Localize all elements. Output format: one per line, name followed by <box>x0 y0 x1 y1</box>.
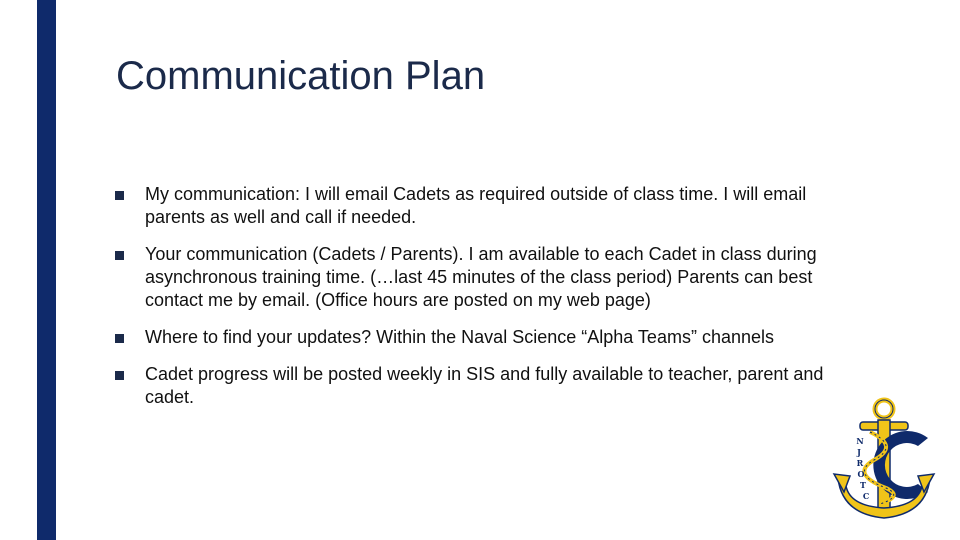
square-bullet-icon <box>115 251 124 260</box>
bullet-text: Where to find your updates? Within the Naval Science “Alpha Teams” channels <box>145 327 774 347</box>
bullet-item <box>114 363 854 409</box>
svg-text:J: J <box>857 447 861 457</box>
svg-text:C: C <box>862 491 870 501</box>
slide-title: Communication Plan <box>116 54 486 98</box>
square-bullet-icon <box>115 191 124 200</box>
svg-text:O: O <box>857 469 865 479</box>
square-bullet-icon <box>115 371 124 380</box>
bullet-text: Cadet progress will be posted weekly in SIS and fully available to teacher, parent and cadet. <box>145 364 824 407</box>
svg-text:T: T <box>860 480 866 490</box>
svg-text:R: R <box>856 458 864 468</box>
bullet-list <box>114 183 854 423</box>
njrotc-anchor-logo-icon <box>830 396 938 524</box>
bullet-item <box>114 326 854 349</box>
left-accent-bar <box>37 0 56 540</box>
svg-text:N: N <box>856 436 864 446</box>
bullet-item <box>114 183 854 229</box>
bullet-item <box>114 243 854 312</box>
bullet-text: Your communication (Cadets / Parents). I am available to each Cadet in class during asynchronous training time. (…last 45 minutes of the class period) Parents can best contact me by email. (Office hours are posted on my web page) <box>145 244 817 310</box>
square-bullet-icon <box>115 334 124 343</box>
bullet-text: My communication: I will email Cadets as required outside of class time. I will email parents as well and call if needed. <box>145 184 807 227</box>
